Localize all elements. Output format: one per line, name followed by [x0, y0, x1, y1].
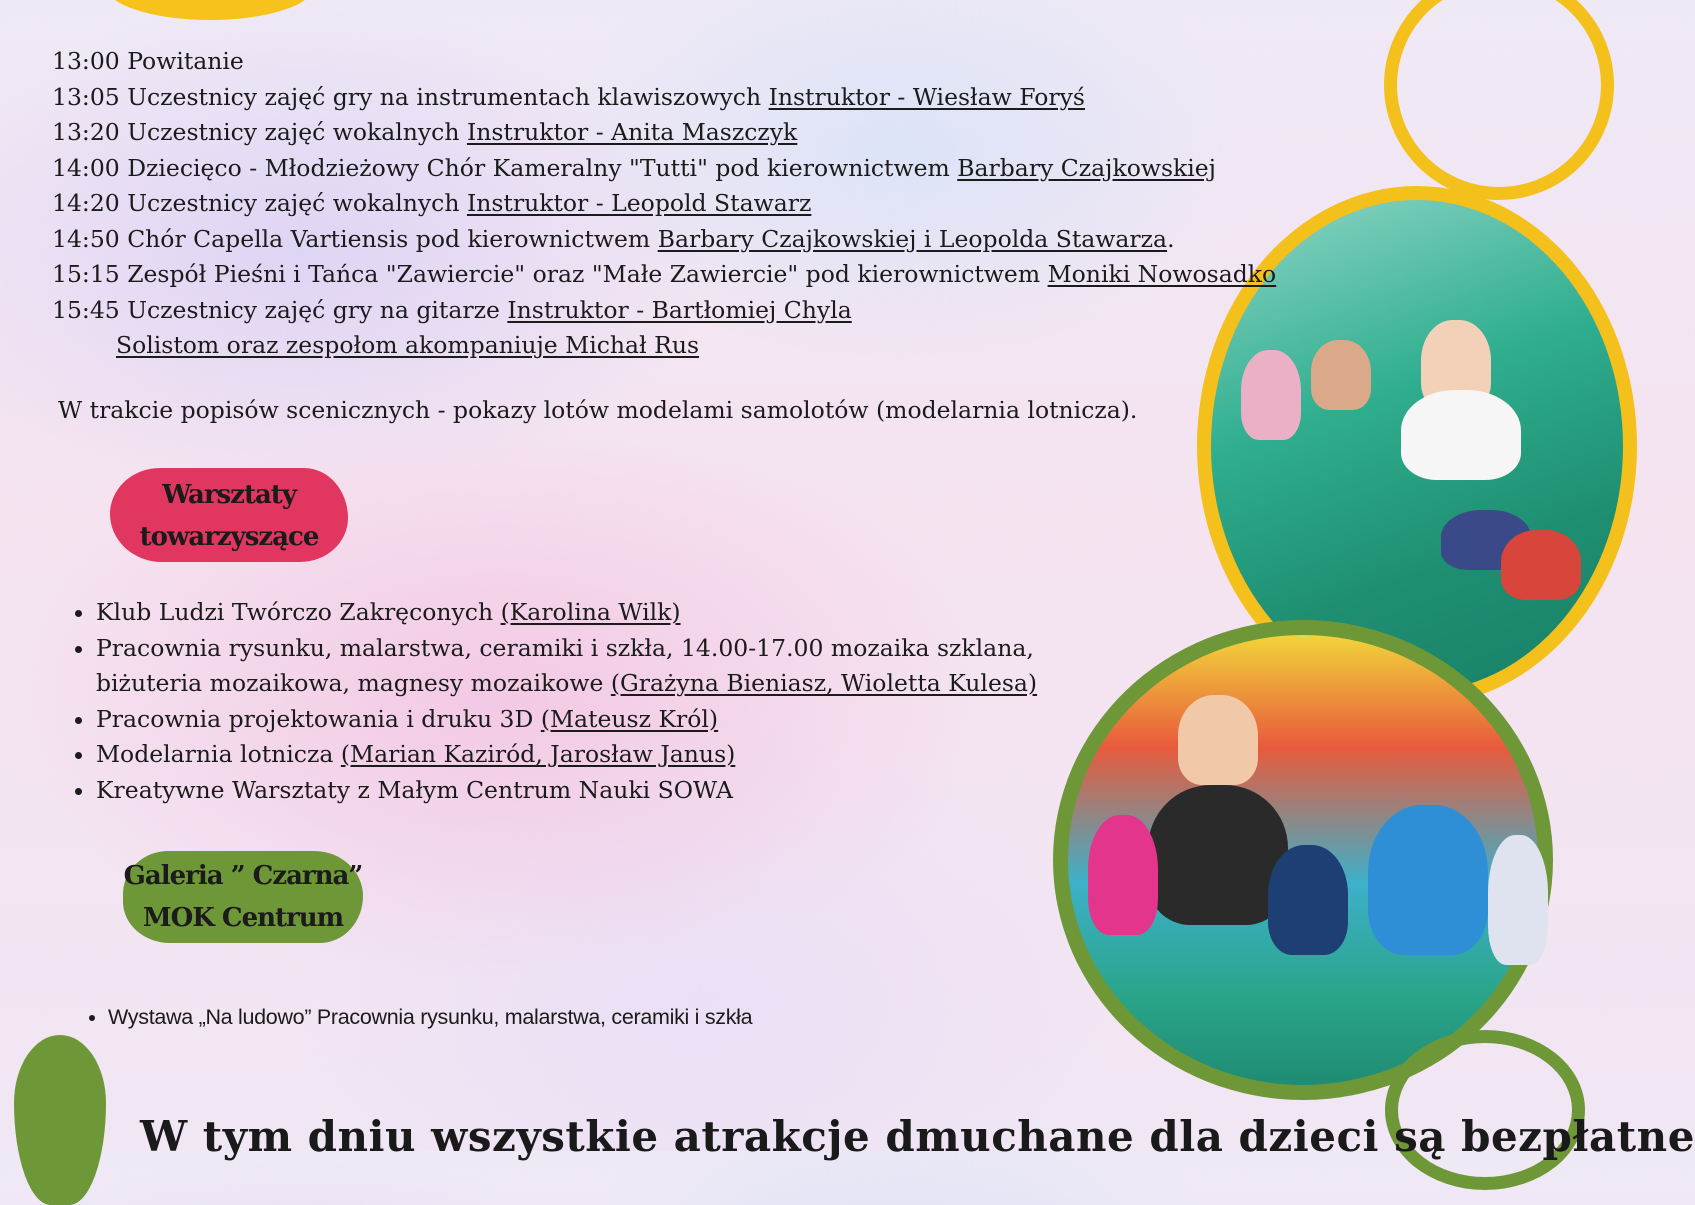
footer-headline: W tym dniu wszystkie atrakcje dmuchane dla dzieci są bezpłatne [140, 1112, 1695, 1161]
decorative-ring-yellow [1384, 0, 1614, 200]
workshops-heading-line: Warsztaty [162, 480, 296, 510]
decorative-green-blob [14, 1035, 106, 1205]
photo-figure [1401, 390, 1521, 480]
workshop-item: • Modelarnia lotnicza (Marian Kaziród, Jarosław Janus) [96, 737, 1066, 773]
schedule-item-link[interactable]: Barbary Czajkowskiej i Leopolda Stawarza [657, 224, 1168, 253]
schedule-item: 13:05 Uczestnicy zajęć gry na instrumentach klawiszowych Instruktor - Wiesław Foryś [52, 82, 1085, 111]
gallery-list [80, 1002, 752, 1032]
photo-figure [1148, 785, 1288, 925]
photo-figure [1268, 845, 1348, 955]
workshop-item-link[interactable]: (Marian Kaziród, Jarosław Janus) [340, 740, 736, 768]
schedule-item: 15:15 Zespół Pieśni i Tańca "Zawiercie" oraz "Małe Zawiercie" pod kierownictwem Moniki Nowosadko [52, 260, 1277, 288]
photo-figure [1311, 340, 1371, 410]
scenic-note: W trakcie popisów scenicznych - pokazy lotów modelami samolotów (modelarnia lotnicza). [58, 396, 1138, 424]
workshops-list [62, 595, 1066, 808]
workshop-item-link[interactable]: (Grażyna Bieniasz, Wioletta Kulesa) [610, 669, 1038, 697]
schedule-item: 15:45 Uczestnicy zajęć gry na gitarze Instruktor - Bartłomiej Chyla [52, 295, 852, 324]
schedule-item: 14:00 Dziecięco - Młodzieżowy Chór Kameralny "Tutti" pod kierownictwem Barbary Czajkowskiej [52, 153, 1216, 182]
schedule-item: 14:50 Chór Capella Vartiensis pod kierownictwem Barbary Czajkowskiej i Leopolda Stawarza. [52, 224, 1175, 253]
decorative-ring-green [1385, 1030, 1585, 1190]
schedule-item-link[interactable]: Instruktor - Leopold Stawarz [466, 189, 812, 217]
workshop-item: • Pracownia projektowania i druku 3D (Mateusz Król) [96, 702, 1066, 738]
workshops-heading [110, 468, 348, 562]
photo-figure [1368, 805, 1488, 955]
gallery-item: • Wystawa „Na ludowo” Pracownia rysunku, malarstwa, ceramiki i szkła [108, 1002, 752, 1032]
workshop-item: • Klub Ludzi Twórczo Zakręconych (Karolina Wilk) [96, 595, 1066, 631]
workshop-item-link[interactable]: (Mateusz Król) [540, 704, 719, 733]
photo-figure [1488, 835, 1548, 965]
gallery-heading-line: MOK Centrum [142, 903, 344, 933]
gallery-heading-line: Galeria ” Czarna” [123, 861, 363, 891]
accompaniment-link[interactable]: Solistom oraz zespołom akompaniuje Michał Rus [116, 331, 700, 359]
schedule-item-link[interactable]: Instruktor - Wiesław Foryś [768, 82, 1085, 111]
schedule-item: 13:00 Powitanie [52, 47, 244, 75]
gallery-heading [123, 851, 363, 943]
photo-figure [1178, 695, 1258, 785]
header-tab-blob [105, 0, 315, 20]
photo-figure [1241, 350, 1301, 440]
schedule-list [52, 44, 1292, 364]
workshops-heading-line: towarzyszące [139, 522, 319, 552]
workshop-item: • Kreatywne Warsztaty z Małym Centrum Nauki SOWA [96, 773, 1066, 809]
accompaniment-line [52, 328, 1292, 364]
photo-figure [1088, 815, 1158, 935]
schedule-item-link[interactable]: Instruktor - Anita Maszczyk [466, 118, 798, 146]
schedule-item: 14:20 Uczestnicy zajęć wokalnych Instruktor - Leopold Stawarz [52, 189, 812, 217]
workshop-item-link[interactable]: (Karolina Wilk) [500, 598, 681, 626]
photo-figure [1501, 530, 1581, 600]
photo-children-raising-hands [1053, 620, 1553, 1100]
schedule-item-link[interactable]: Barbary Czajkowskiej [957, 153, 1216, 182]
workshop-item: • Pracownia rysunku, malarstwa, ceramiki i szkła, 14.00-17.00 mozaika szklana, biżuteria mozaikowa, magnesy mozaikowe (Grażyna Bieniasz, Wioletta Kulesa) [96, 631, 1066, 702]
schedule-item-link[interactable]: Moniki Nowosadko [1047, 260, 1277, 288]
schedule-item-link[interactable]: Instruktor - Bartłomiej Chyla [507, 295, 852, 324]
schedule-item: 13:20 Uczestnicy zajęć wokalnych Instruktor - Anita Maszczyk [52, 118, 798, 146]
